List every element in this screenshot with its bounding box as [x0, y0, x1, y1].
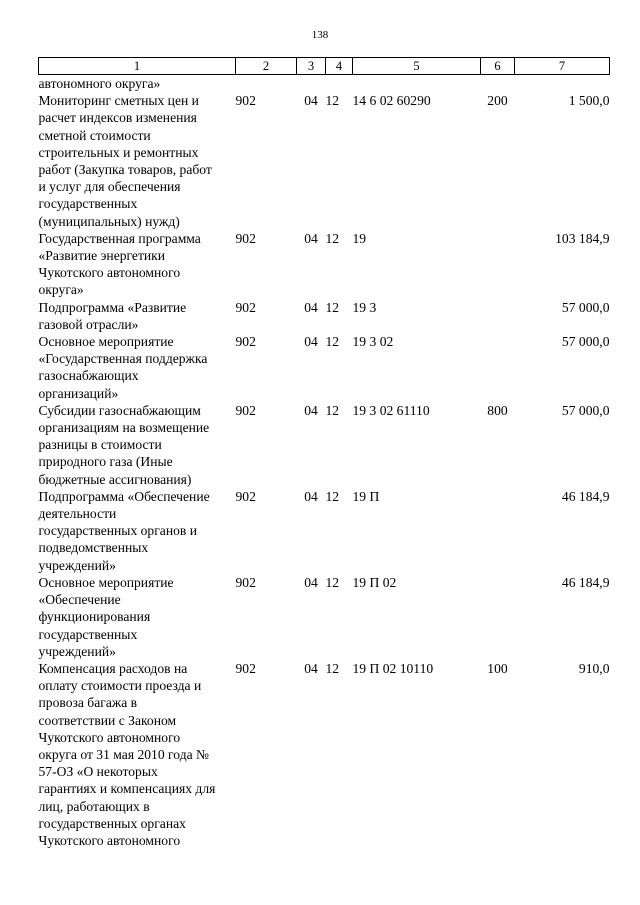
row-name: [39, 488, 236, 574]
row-name-line: государственных органов и: [38, 523, 198, 539]
row-sum: 103 184,9: [555, 230, 610, 246]
column-header-1: 1: [39, 58, 236, 75]
row-name-line: «Развитие энергетики: [38, 248, 166, 264]
row-name-line: Чукотского автономного: [38, 729, 181, 745]
table-row: [39, 92, 610, 230]
row-name: [39, 92, 236, 230]
row-sum: 910,0: [578, 660, 610, 676]
row-name-line: организаций»: [38, 385, 119, 401]
row-target-article: 19 3: [352, 299, 377, 315]
row-name-line: Чукотского автономного: [38, 265, 181, 281]
row-name-line: функционирования: [38, 609, 151, 625]
budget-table: [38, 57, 610, 849]
row-name-line: разницы в стоимости: [38, 437, 162, 453]
row-name-line: строительных и ремонтных: [38, 144, 199, 160]
table-row: [39, 488, 610, 574]
row-name-line: государственных органах: [38, 815, 186, 831]
row-name: [39, 230, 236, 299]
row-name-line: деятельности: [38, 506, 117, 522]
row-admin-code: 902: [235, 299, 256, 315]
row-admin-code: 902: [235, 660, 256, 676]
column-header-5: 5: [353, 58, 481, 75]
row-name-line: и услуг для обеспечения: [38, 179, 181, 195]
row-name: [39, 299, 236, 333]
row-sum: 57 000,0: [561, 299, 610, 315]
row-name-line: округа»: [38, 282, 84, 298]
row-subsection: 12: [325, 574, 340, 590]
row-name-line: Основное мероприятие: [38, 334, 174, 350]
table-row: [39, 574, 610, 660]
row-sum: 57 000,0: [561, 334, 610, 350]
row-name-line: учреждений»: [38, 557, 116, 573]
row-subsection: [326, 75, 353, 93]
row-name-line: лиц, работающих в: [38, 798, 150, 814]
column-header-4: 4: [326, 58, 353, 75]
row-target-article: 19 3 02 61110: [352, 402, 430, 418]
row-target-article: 19 3 02: [352, 334, 394, 350]
row-name: [39, 402, 236, 488]
row-name: [39, 574, 236, 660]
row-sum: 1 500,0: [568, 93, 610, 109]
row-section: 04: [304, 574, 318, 590]
row-admin-code: 902: [235, 574, 256, 590]
row-name-line: бюджетные ассигнования): [38, 471, 192, 487]
row-expense-type: [481, 574, 515, 660]
row-subsection: 12: [325, 299, 340, 315]
row-name-line: округа от 31 мая 2010 года №: [38, 746, 210, 762]
table-row: [39, 75, 610, 93]
row-section: 04: [304, 93, 318, 109]
row-name-line: работ (Закупка товаров, работ: [38, 162, 212, 178]
row-subsection: 12: [325, 660, 340, 676]
row-name-line: организациям на возмещение: [38, 420, 210, 436]
row-expense-type: 800: [487, 402, 508, 418]
row-name-line: Государственная программа: [38, 230, 201, 246]
row-target-article: 19: [352, 230, 367, 246]
row-name: [39, 660, 236, 849]
row-name-line: государственных: [38, 626, 138, 642]
row-name-line: Подпрограмма «Обеспечение: [38, 488, 210, 504]
table-row: [39, 660, 610, 849]
row-name-line: «Обеспечение: [38, 592, 121, 608]
row-name-line: Компенсация расходов на: [38, 660, 188, 676]
row-subsection: 12: [325, 402, 340, 418]
table-row: [39, 230, 610, 299]
row-section: 04: [304, 660, 318, 676]
row-admin-code: 902: [235, 334, 256, 350]
row-name-line: автономного округа»: [38, 76, 161, 91]
row-sum: 46 184,9: [561, 488, 610, 504]
row-name-line: оплату стоимости проезда и: [38, 678, 202, 694]
row-name-line: соответствии с Законом: [38, 712, 177, 728]
row-expense-type: [481, 333, 515, 402]
row-target-article: 14 6 02 60290: [352, 93, 431, 109]
row-subsection: 12: [325, 334, 340, 350]
row-name-line: 57-ОЗ «О некоторых: [38, 764, 158, 780]
row-name-line: государственных: [38, 196, 138, 212]
row-expense-type: 100: [487, 660, 508, 676]
row-admin-code: [236, 75, 297, 93]
row-sum: 57 000,0: [561, 402, 610, 418]
row-name-line: подведомственных: [38, 540, 149, 556]
row-section: 04: [304, 230, 318, 246]
row-admin-code: 902: [235, 402, 256, 418]
page-number: 138: [311, 29, 329, 41]
row-subsection: 12: [325, 230, 340, 246]
row-name-line: Основное мероприятие: [38, 574, 174, 590]
row-subsection: 12: [325, 488, 340, 504]
row-section: [297, 75, 326, 93]
row-name-line: газоснабжающих: [38, 368, 139, 384]
row-name-line: гарантиях и компенсациях для: [38, 781, 216, 797]
row-name: [39, 75, 236, 93]
column-header-6: 6: [481, 58, 515, 75]
column-header-2: 2: [236, 58, 297, 75]
row-name-line: сметной стоимости: [38, 127, 151, 143]
row-name-line: газовой отрасли»: [38, 316, 139, 332]
row-expense-type: [481, 488, 515, 574]
table-row: [39, 299, 610, 333]
row-sum: 46 184,9: [561, 574, 610, 590]
row-expense-type: [481, 299, 515, 333]
row-expense-type: [481, 75, 515, 93]
row-name-line: природного газа (Иные: [38, 454, 173, 470]
column-header-7: 7: [515, 58, 610, 75]
row-name: [39, 333, 236, 402]
row-section: 04: [304, 334, 318, 350]
row-section: 04: [304, 402, 318, 418]
table-row: [39, 402, 610, 488]
row-name-line: учреждений»: [38, 643, 116, 659]
column-header-3: 3: [297, 58, 326, 75]
table-row: [39, 333, 610, 402]
row-name-line: провоза багажа в: [38, 695, 138, 711]
row-admin-code: 902: [235, 230, 256, 246]
row-expense-type: [481, 230, 515, 299]
table-header: [39, 58, 610, 75]
row-section: 04: [304, 299, 318, 315]
row-section: 04: [304, 488, 318, 504]
row-target-article: [353, 75, 481, 93]
row-admin-code: 902: [235, 488, 256, 504]
row-name-line: Подпрограмма «Развитие: [38, 299, 187, 315]
row-name-line: Мониторинг сметных цен и: [38, 93, 199, 109]
row-admin-code: 902: [235, 93, 256, 109]
row-name-line: (муниципальных) нужд): [38, 213, 180, 229]
table-body: [39, 75, 610, 850]
row-name-line: Чукотского автономного: [38, 832, 181, 848]
row-name-line: «Государственная поддержка: [38, 351, 208, 367]
row-target-article: 19 П 02: [352, 574, 397, 590]
row-subsection: 12: [325, 93, 340, 109]
row-name-line: Субсидии газоснабжающим: [38, 402, 201, 418]
row-target-article: 19 П 02 10110: [352, 660, 434, 676]
row-target-article: 19 П: [352, 488, 380, 504]
row-expense-type: 200: [487, 93, 508, 109]
row-name-line: расчет индексов изменения: [38, 110, 197, 126]
row-sum: [515, 75, 610, 93]
